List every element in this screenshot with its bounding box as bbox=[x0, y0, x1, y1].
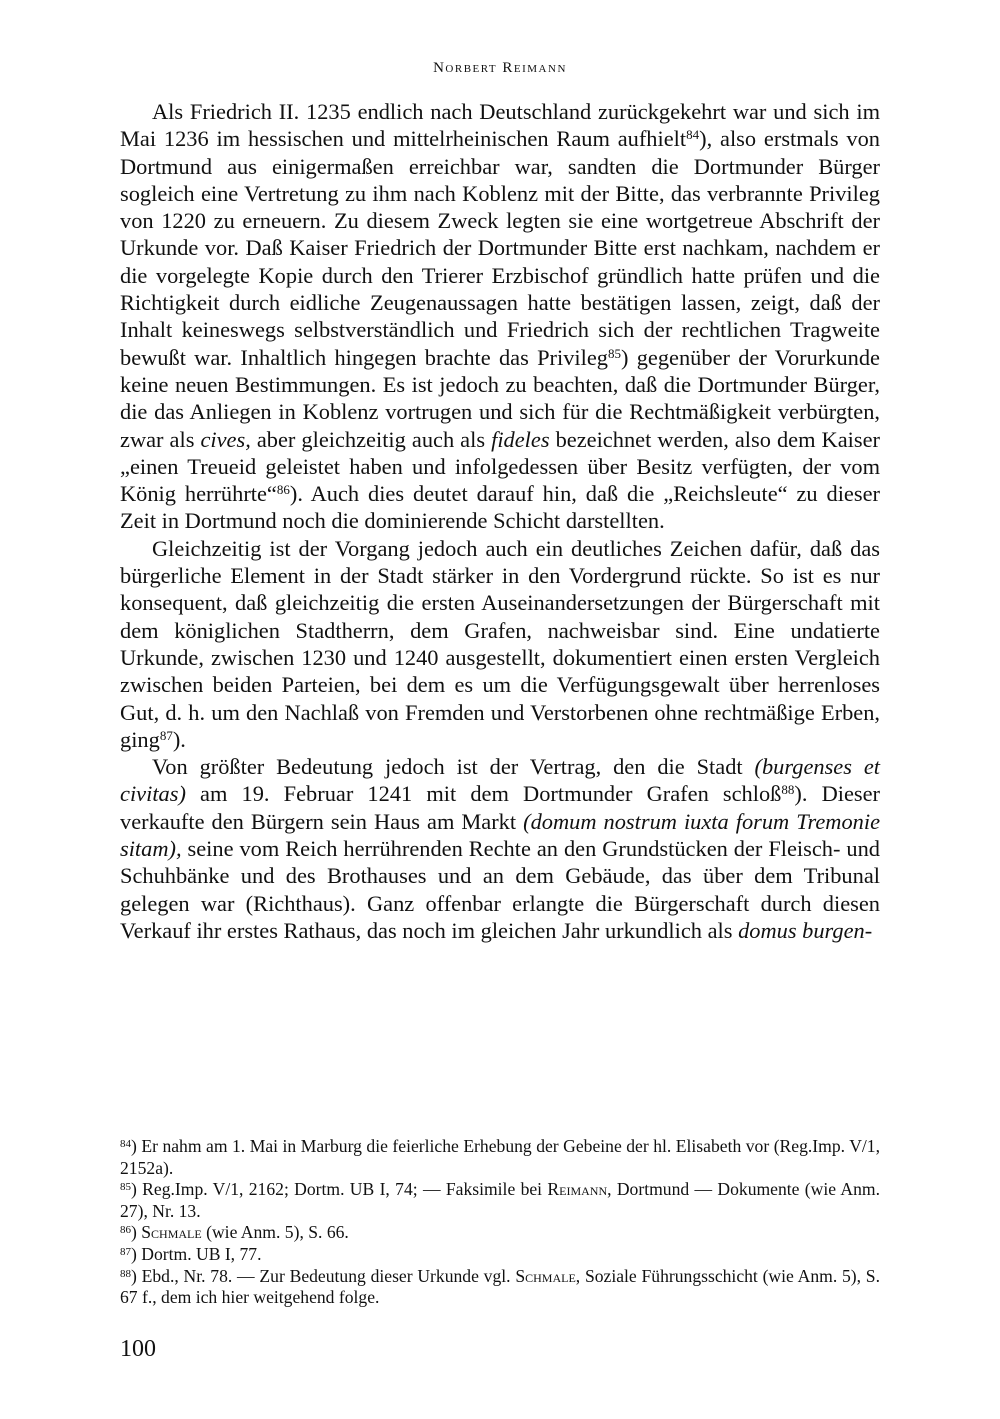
running-head: Norbert Reimann bbox=[433, 60, 567, 76]
footnote-ref-86[interactable]: 86 bbox=[276, 482, 290, 498]
footnote-86: $^{86}$) Schmale (wie Anm. 5), S. 66. bbox=[120, 1222, 349, 1243]
main-text bbox=[120, 98, 880, 944]
footnote-85: $^{85}$) Reg.Imp. V/1, 2162; Dortm. UB I, 74; — Faksimile bei Reimann, Dortmund — Dokumente (wie Anm. 27), Nr. 13. bbox=[120, 1179, 880, 1221]
page-number: 100 bbox=[120, 1336, 156, 1362]
footnote-ref-84[interactable]: 84 bbox=[686, 127, 700, 143]
paragraph-2: Gleichzeitig ist der Vorgang jedoch auch ein deutliches Zeichen dafür, daß das bürgerliche Element in der Stadt stärker in den Vordergrund rückte. So ist es nur konsequent, daß gleichzeitig die ersten Auseinandersetzungen der Bürgerschaft mit dem königlichen Stadtherrn, dem Grafen, nachweisbar sind. Eine undatierte Urkunde, zwischen 1230 und 1240 ausgestellt, dokumentiert einen ersten Vergleich zwischen beiden Parteien, bei dem es um die Verfügungsgewalt über herrenloses Gut, d. h. um den Nachlaß von Fremden und Verstorbenen ohne rechtmäßige Erben, ging$^{87}$). bbox=[120, 535, 880, 752]
latin-quote-3: domus burgen- bbox=[738, 917, 873, 943]
footnote-88: $^{88}$) Ebd., Nr. 78. — Zur Bedeutung dieser Urkunde vgl. Schmale, Soziale Führungsschicht (wie Anm. 5), S. 67 f., dem ich hier weitgehend folge. bbox=[120, 1265, 880, 1308]
footnote-ref-88[interactable]: 88 bbox=[781, 782, 795, 798]
footnotes bbox=[120, 1136, 880, 1309]
latin-term-fideles: fideles bbox=[491, 426, 550, 452]
footnote-84: $^{84}$) Er nahm am 1. Mai in Marburg die feierliche Erhebung der Gebeine der hl. Elisabeth vor (Reg.Imp. V/1, 2152a). bbox=[120, 1136, 880, 1178]
latin-term-cives: cives, bbox=[200, 426, 251, 452]
footnote-87: $^{87}$) Dortm. UB I, 77. bbox=[120, 1243, 262, 1264]
paragraph-1: Als Friedrich II. 1235 endlich nach Deutschland zurückgekehrt war und sich im Mai 1236 im hessischen und mittelrheinischen Raum aufhielt$^{84}$), also erstmals von Dortmund aus einigermaßen erreichbar war, sandten die Dortmunder Bürger sogleich eine Vertretung zu ihm nach Koblenz mit der Bitte, das verbrannte Privileg von 1220 zu erneuern. Zu diesem Zweck legten sie eine wortgetreue Abschrift der Urkunde vor. Daß Kaiser Friedrich der Dortmunder Bitte erst nachkam, nachdem er die vorgelegte Kopie durch den Trierer Erzbischof gründlich hatte prüfen und die Richtigkeit durch eidliche Zeugenaussagen hatte bestätigen lassen, zeigt, daß der Inhalt keineswegs selbstverständlich und Friedrich sich der rechtlichen Tragweite bewußt war. Inhaltlich hingegen brachte das Privileg$^{85}$) gegenüber der Vorurkunde keine neuen Bestimmungen. Es ist jedoch zu beachten, daß die Dortmunder Bürger, die das Anliegen in Koblenz vortrugen und sich für die Rechtmäßigkeit verbürgten, zwar als cives, aber gleichzeitig auch als fideles bezeichnet werden, also dem Kaiser „einen Treueid geleistet haben und infolgedessen über Besitz verfügten, der vom König herrührte“$^{86}$). Auch dies deutet darauf hin, daß die „Reichsleute“ zu dieser Zeit in Dortmund noch die dominierende Schicht darstellten. bbox=[120, 99, 880, 534]
footnote-ref-87[interactable]: 87 bbox=[159, 727, 173, 743]
latin-quote-1: (burgenses et civitas) bbox=[120, 754, 880, 807]
latin-quote-2: (domum nostrum iuxta forum Tremonie sitam), bbox=[120, 808, 881, 862]
footnote-ref-85[interactable]: 85 bbox=[607, 345, 621, 361]
paragraph-3: Von größter Bedeutung jedoch ist der Vertrag, den die Stadt (burgenses et civitas) am 19. Februar 1241 mit dem Dortmunder Grafen schloß$^{88}$). Dieser verkaufte den Bürgern sein Haus am Markt (domum nostrum iuxta forum Tremonie sitam), seine vom Reich herrührenden Rechte an den Grundstücken der Fleisch- und Schuhbänke und des Brothauses und an dem Gebäude, das über dem Tribunal gelegen war (Richthaus). Ganz offenbar erlangte die Bürgerschaft durch diesen Verkauf ihr erstes Rathaus, das noch im gleichen Jahr urkundlich als domus burgen- bbox=[120, 754, 881, 943]
